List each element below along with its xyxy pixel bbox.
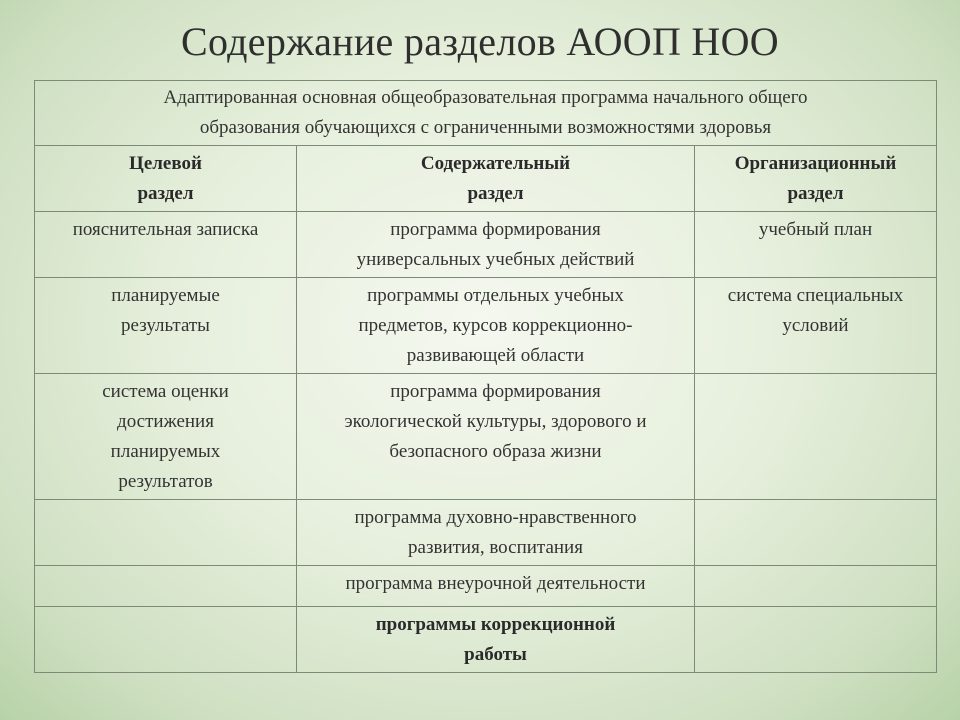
header-organizational-section-text: Организационный раздел <box>734 153 897 205</box>
cell-text: программы отдельных учебных предметов, курсов коррекционно- развивающей области <box>358 285 633 367</box>
header-content-section-text: Содержательный раздел <box>420 153 571 205</box>
cell-text: программа духовно-нравственного развития, воспитания <box>354 507 637 559</box>
table-cell <box>297 607 695 673</box>
table-row <box>35 278 937 374</box>
table-header-row <box>35 146 937 212</box>
table-cell <box>695 278 937 374</box>
table-caption <box>35 81 937 146</box>
cell-text: программы коррекционной работы <box>375 614 616 666</box>
cell-text: планируемые результаты <box>111 285 220 337</box>
table-row <box>35 212 937 278</box>
table-cell <box>35 374 297 500</box>
header-target-section <box>35 146 297 212</box>
table-cell <box>297 500 695 566</box>
table-caption-text: Адаптированная основная общеобразовательная программа начального общего образования обучающихся с ограниченными возможностями здоровья <box>163 87 808 139</box>
table-cell <box>35 212 297 278</box>
table-caption-row <box>35 81 937 146</box>
header-target-section-text: Целевой раздел <box>129 153 202 205</box>
cell-text: программа внеурочной деятельности <box>345 573 646 595</box>
table-row <box>35 500 937 566</box>
table-cell <box>695 566 937 607</box>
table-cell <box>35 566 297 607</box>
cell-text: система оценки достижения планируемых результатов <box>102 381 229 493</box>
table-row <box>35 374 937 500</box>
page-title: Содержание разделов АООП НОО <box>181 19 779 64</box>
table-cell <box>297 278 695 374</box>
cell-text: программа формирования универсальных учебных действий <box>356 219 635 271</box>
cell-text: пояснительная записка <box>72 219 259 241</box>
table-cell <box>695 374 937 500</box>
table-cell <box>35 607 297 673</box>
table-row <box>35 607 937 673</box>
header-organizational-section <box>695 146 937 212</box>
table-cell <box>35 278 297 374</box>
table-cell <box>297 374 695 500</box>
header-content-section <box>297 146 695 212</box>
table-row <box>35 566 937 607</box>
sections-table <box>34 80 937 673</box>
table-cell <box>297 212 695 278</box>
cell-text: учебный план <box>758 219 873 241</box>
table-cell <box>695 212 937 278</box>
cell-text: программа формирования экологической культуры, здорового и безопасного образа жизни <box>344 381 647 463</box>
cell-text: система специальных условий <box>727 285 904 337</box>
table-cell <box>35 500 297 566</box>
table-cell <box>695 607 937 673</box>
table-cell <box>695 500 937 566</box>
table-cell <box>297 566 695 607</box>
